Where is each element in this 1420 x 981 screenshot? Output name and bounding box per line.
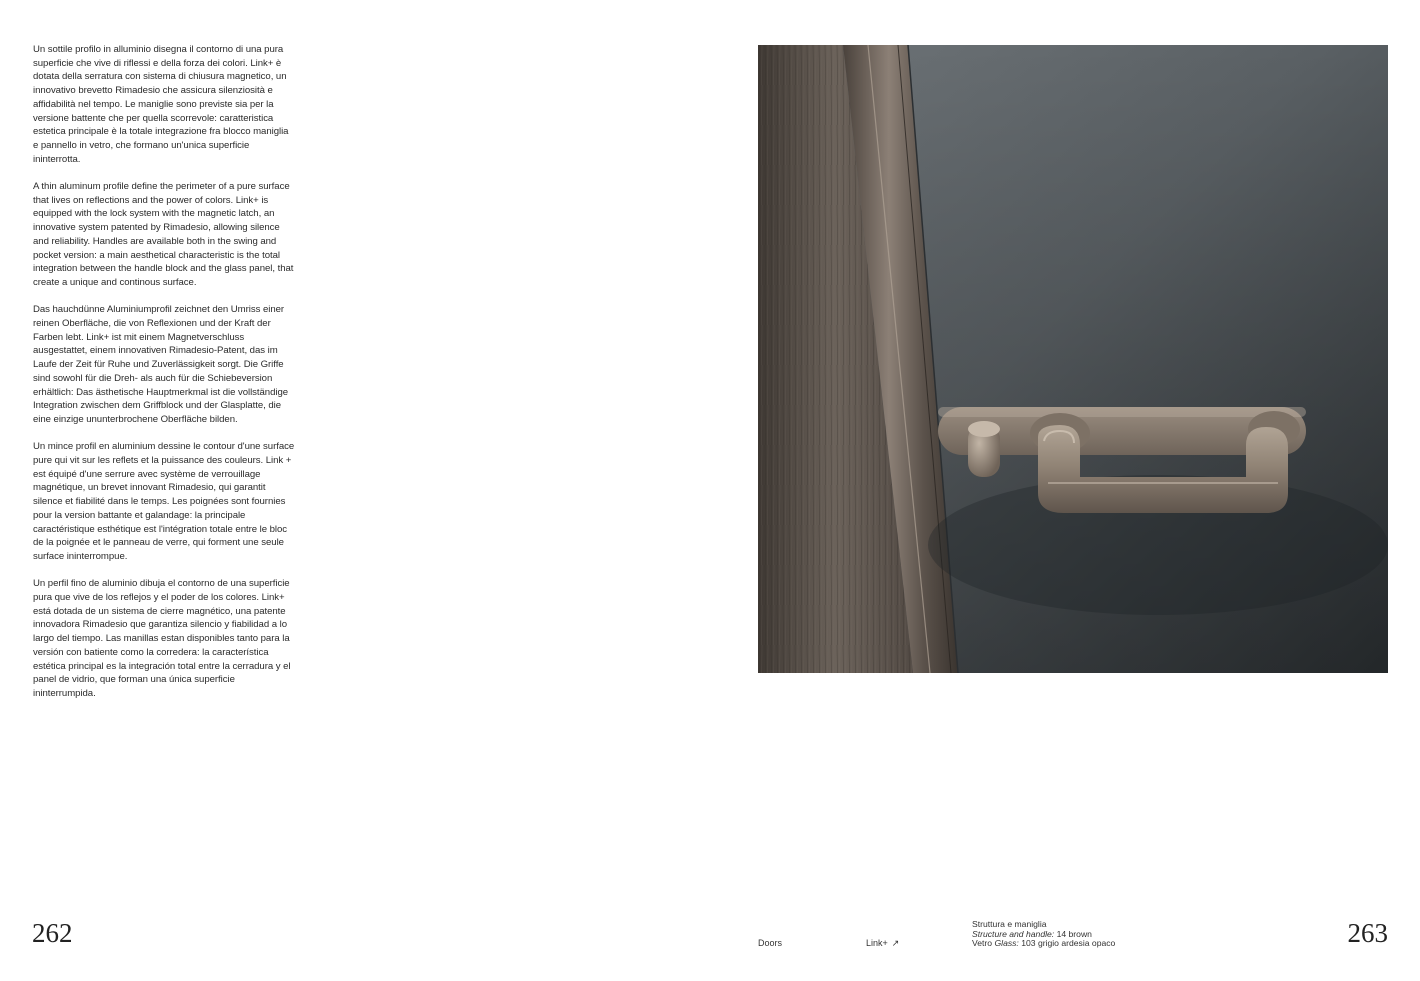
caption-glass-prefix: Vetro: [972, 938, 993, 948]
left-text-column: [33, 43, 295, 714]
paragraph-spanish: Un perfil fino de aluminio dibuja el contorno de una superficie pura que vive de los reflejos y el poder de los colores. Link+ está dotada de un sistema de cierre magnético, una patente innovadora Rimadesio que garantiza silencio y fiabilidad a lo largo del tiempo. Las manillas estan disponibles tanto para la versión con batiente como la corredera: la característica estética principal es la integración total entre la cerradura y el panel de vidrio, que forman una única superficie ininterrumpida.: [33, 578, 291, 699]
caption-line-1: Struttura e maniglia: [972, 919, 1047, 929]
caption-line-3: [972, 939, 1115, 949]
caption-structure-value: 14 brown: [1056, 928, 1092, 939]
paragraph-english: A thin aluminum profile define the perimeter of a pure surface that lives on reflections and the power of colors. Link+ is equipped with the lock system with the magnetic latch, an innovative system patented by Rimadesio, allowing silence and reliability. Handles are available both in the swing and pocket version: a main aesthetical characteristic is the total integration between the handle block and the glass panel, that create a unique and continous surface.: [33, 181, 294, 288]
paragraph-german: Das hauchdünne Aluminiumprofil zeichnet den Umriss einer reinen Oberfläche, die von Reflexionen und der Kraft der Farben lebt. Link+ ist mit einem Magnetverschluss ausgestattet, einem innovativen Rimadesio-Patent, das im Laufe der Zeit für Ruhe und Zuverlässigkeit sorgt. Die Griffe sind sowohl für die Dreh- als auch für die Schiebeversion erhältlich: Das ästhetische Hauptmerkmal ist die vollständige Integration zwischen dem Griffblock und der Glasplatte, die eine einzige ununterbrochene Oberfläche bilden.: [33, 304, 289, 425]
paragraph-italian: Un sottile profilo in alluminio disegna il contorno di una pura superficie che vive di riflessi e della forza dei colori. Link+ è dotata della serratura con sistema di chiusura magnetico, un innovativo brevetto Rimadesio che assicura silenziosità e affidabilità nel tempo. Le maniglie sono previste sia per la versione battente che per quella scorrevole: caratteristica estetica principale è la totale integrazione fra blocco maniglia e pannello in vetro, che formano un'unica superficie ininterrotta.: [33, 44, 289, 165]
footer-product-link[interactable]: [866, 938, 899, 949]
page-number-left: 262: [32, 918, 73, 948]
caption-glass-value: 103 grigio ardesia opaco: [1021, 938, 1116, 948]
footer-section-label: Doors: [758, 938, 783, 948]
footer-product-label[interactable]: Link+: [866, 938, 888, 948]
caption-glass-label: Glass:: [994, 938, 1019, 948]
arrow-up-right-icon[interactable]: ↗: [891, 938, 900, 948]
paragraph-french: Un mince profil en aluminium dessine le contour d'une surface pure qui vit sur les reflets et la puissance des couleurs. Link + est équipé d'une serrure avec système de verrouillage magnétique, un brevet innovant Rimadesio, qui garantit silence et fiabilité dans le temps. Les poignées sont fournies pour la version battante et galandage: la principale caractéristique esthétique est l'intégration totale entre le bloc de la poignée et le panneau de verre, qui forment une seule surface ininterrompue.: [33, 441, 295, 562]
door-handle-photo: [758, 45, 1388, 673]
door-handle-illustration: [758, 45, 1388, 673]
page-number-right: 263: [1347, 918, 1388, 948]
caption-structure-label: Structure and handle:: [972, 928, 1055, 939]
photo-caption: [972, 920, 1115, 949]
